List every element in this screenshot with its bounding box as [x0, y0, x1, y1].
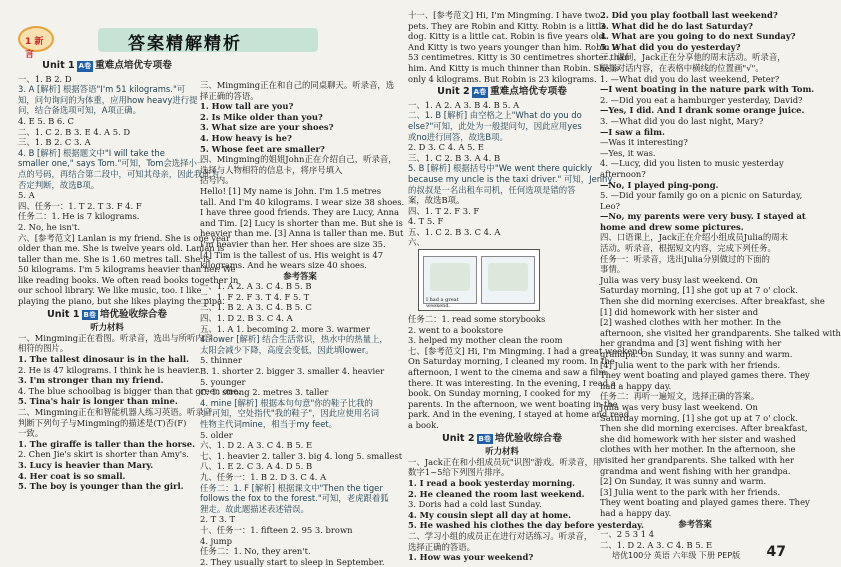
text-line: 一、2 5 3 1 4: [600, 529, 655, 540]
text-line: 一致。: [18, 428, 44, 439]
text-line: 1. How was your weekend?: [408, 552, 534, 563]
section-unit: Unit 1: [46, 308, 80, 320]
section-unit: Unit 1: [42, 60, 75, 71]
text-line: 2. They usually start to sleep in September.: [200, 556, 385, 567]
text-line: 4. My cousin slept all day at home.: [408, 509, 572, 520]
text-line: 四、口语课上，Jack正在介绍小组成员Julia的周末: [600, 232, 788, 243]
text-line: 2. He cleaned the room last weekend.: [408, 488, 585, 499]
text-line: 二、1. D 2. A 3. C 4. B 5. E: [600, 539, 713, 550]
text-line: smaller one," says Tom."可知，Tom会选择小一: [18, 158, 206, 169]
text-line: 一、Mingming正在看图。听录音，选出与所听内容: [18, 332, 213, 343]
text-line: 五、1. C 2. B 3. C 4. A: [408, 226, 501, 237]
section-name: 重难点培优专项卷: [95, 60, 172, 71]
text-line: afternoon, I went to the cinema and saw a film: [408, 367, 607, 378]
text-line: 判断下列句子与Mingming的描述是(T)否(F): [18, 417, 187, 428]
text-line: C. 1. strong 2. metres 3. taller: [200, 387, 329, 398]
text-line: 否定判断，故选B项。: [18, 179, 100, 190]
text-line: 2. Is Mike older than you?: [200, 111, 323, 122]
text-line: 一、1. B 2. D: [18, 73, 72, 84]
section-tag: A卷: [473, 88, 487, 97]
text-line: 1. I read a book yesterday morning.: [408, 477, 576, 488]
text-line: playing the piano, but she likes playing the pipa.: [18, 296, 225, 307]
text-line: 一、1. A 2. A 3. C 4. B 5. B: [200, 281, 312, 292]
text-line: 4. —Lucy, did you listen to music yesterday: [600, 158, 784, 169]
footer-text: 培优100分 英语 六年级 下册 PEP版: [612, 551, 741, 560]
text-line: 狸走。故此题描述表述错误。: [200, 503, 309, 514]
text-line: 4. mine [解析] 根据本句句意"你的鞋子比我的: [200, 397, 373, 408]
text-line: Saturday morning, [1] she got up at 7 o' clock.: [600, 412, 798, 423]
text-line: 十一、[参考范文] Hi, I'm Mingming. I have two: [408, 10, 601, 20]
text-line: book. On Sunday morning, I cooked for my: [408, 388, 591, 399]
text-line: Julia was very busy last weekend. On: [600, 274, 758, 285]
text-line: 数字1~5给下列图片排序。: [408, 467, 510, 478]
text-line: clothes with her mother. In the afternoon, she: [600, 444, 796, 455]
text-line: visited her grandparents. She talked with her: [600, 454, 795, 465]
text-line: 四、Mingming的姐姐John正在介绍自己，听录音，: [200, 154, 397, 165]
text-line: tall. And I'm 40 kilograms. I wear size 38 shoes.: [200, 196, 405, 207]
text-line: 二、1. C 2. B 3. E 4. A 5. D: [18, 126, 131, 137]
text-line: 2. went to a bookstore: [408, 324, 504, 335]
text-line: 五、1. A 1. becoming 2. more 3. warmer: [200, 323, 370, 334]
text-line: grandpa. On Sunday, it was sunny and warm.: [600, 349, 793, 359]
text-line: 5. He washed his clothes the day before yesterday.: [408, 520, 644, 531]
text-line: 二、1. F 2. F 3. T 4. F 5. T: [200, 291, 310, 302]
scene-illustration: [488, 263, 528, 291]
text-line: our school library. We like music, too. I like: [18, 285, 202, 296]
text-line: [4] Tim is the tallest of us. His weight is 47: [200, 249, 384, 260]
text-line: 5. thinner: [200, 355, 242, 366]
section-name: 重难点培优专项卷: [490, 86, 567, 98]
text-line: 5. younger: [200, 376, 246, 387]
text-line: 任务二：再听一遍短文，选择正确的答案。: [600, 391, 760, 402]
text-line: home and drew some pictures.: [600, 221, 744, 232]
text-line: afternoon?: [600, 168, 646, 179]
text-line: 七、1. heavier 2. taller 3. big 4. long 5. smallest: [200, 450, 403, 461]
text-line: 5. older: [200, 429, 233, 440]
text-line: 4. The blue schoolbag is bigger than that green one.: [18, 385, 241, 396]
text-line: 三、1. C 2. B 3. A 4. B: [408, 152, 501, 163]
text-line: 3. What size are your shoes?: [200, 122, 334, 133]
text-line: 性物主代词mine，相当于my feet。: [200, 419, 338, 429]
text-line: B. 1. shorter 2. bigger 3. smaller 4. heavier: [200, 366, 385, 377]
text-line: 2. —Did you eat a hamburger yesterday, David?: [600, 94, 803, 105]
text-line: 十、任务一：1. fifteen 2. 95 3. brown: [200, 524, 353, 535]
text-line: [2] washed clothes with her mother. In the: [600, 317, 781, 328]
text-line: 择正确的答语。: [200, 90, 259, 101]
text-line: 53 centimetres. Kitty is 30 centimetres shorter than: [408, 52, 630, 63]
text-line: taller than me. She is 1.60 metres tall. She is: [18, 253, 211, 264]
text-line: 5. The boy is younger than the girl.: [18, 481, 184, 492]
text-line: 4. E 5. B 6. C: [18, 115, 74, 126]
text-line: 二、Mingming正在和智能机器人练习英语。听录音，: [18, 407, 221, 417]
text-line: parents. In the afternoon, we went boating in the: [408, 398, 618, 409]
text-line: 三、课间，Jack正在分享他的周末活动。听录音，: [600, 52, 786, 63]
text-line: I have three good friends. They are Lucy, Anna: [200, 207, 399, 218]
text-line: Leo?: [600, 200, 621, 211]
text-line: 活动。听录音，根据短文内容，完成下列任务。: [600, 243, 776, 254]
text-line: —I saw a film.: [600, 126, 665, 137]
text-line: 案，故选B项。: [408, 195, 465, 206]
text-line: 问，结合备选项可知，A项正确。: [18, 105, 141, 116]
text-line: she did homework with her sister and washed: [600, 433, 796, 444]
section-name: 培优验收综合卷: [99, 308, 167, 320]
scene-illustration: [430, 263, 470, 291]
text-line: 3. A [解析] 根据答语"I'm 51 kilograms."可: [18, 84, 186, 95]
text-line: —Was it interesting?: [600, 137, 688, 148]
text-line: like reading books. We often read books together in: [18, 274, 239, 285]
text-line: 六、1. D 2. A 3. C 4. B 5. E: [200, 440, 313, 451]
header: [18, 26, 398, 60]
text-line: him. And Kitty is much thinner than Robin. She is: [408, 62, 620, 73]
section-heading: [18, 310, 196, 321]
text-line: 1. How tall are you?: [200, 101, 294, 112]
text-line: else?"可知，此处为一般提问句，因此应用yes: [408, 120, 582, 131]
text-line: [1] did homework with her sister and: [600, 306, 759, 317]
text-line: park. And in the evening, I stayed at home and read: [408, 409, 630, 420]
text-line: 2. T 3. T: [200, 514, 236, 525]
subheading: 参考答案: [283, 270, 317, 281]
text-line: 5. A: [18, 190, 35, 201]
text-line: —Yes, I did. And I drank some orange juice.: [600, 105, 805, 116]
text-line: 任务二：1. He is 7 kilograms.: [18, 211, 140, 222]
text-line: had a happy day.: [600, 507, 672, 518]
text-line: 5. B [解析] 根据括号中"We went there quickly: [408, 163, 593, 174]
text-line: a book.: [408, 420, 439, 430]
text-line: 点的号码，再结合第二段中，可知其母亲，因此我此为: [18, 168, 219, 179]
text-line: her grandma and [3] went fishing with her: [600, 338, 782, 349]
text-line: 2. No, he isn't.: [18, 221, 81, 232]
text-line: —Yes, it was.: [600, 147, 656, 158]
text-line: 六、[参考范文] Lanlan is my friend. She is one year: [18, 232, 231, 243]
subheading: 参考答案: [678, 518, 712, 529]
text-line: 四、1. D 2. B 3. C 4. A: [200, 313, 293, 324]
text-line: grandma and went fishing with her grandpa.: [600, 465, 791, 476]
picture-frame: [418, 249, 540, 311]
text-line: dog. Kitty is a little cat. Robin is five years old.: [408, 31, 607, 42]
text-line: 选择正确的答语。: [408, 541, 475, 552]
text-line: 七、[参考范文] Hi, I'm Mingming. I had a great weekend.: [408, 345, 646, 356]
footer: [612, 544, 792, 561]
text-line: 四、任务一：1. T 2. T 3. F 4. F: [18, 200, 142, 211]
text-line: 4. B [解析] 根据题文中"I will take the: [18, 147, 165, 158]
section-name: 培优验收综合卷: [494, 432, 562, 444]
text-line: Then she did morning exercises. After breakfast,: [600, 423, 808, 434]
text-line: 任务二：1. No, they aren't.: [200, 546, 311, 557]
subheading: 听力材料: [90, 322, 124, 333]
text-line: 5. —Did your family go on a picnic on Saturday,: [600, 190, 803, 201]
text-line: 2. He is 47 kilograms. I think he is heavier.: [18, 364, 201, 375]
text-line: 知，问句询问的为体重，应用how heavy进行提: [18, 94, 198, 105]
text-line: 小"可知，空处指代"我的鞋子"，因此应使用名词: [200, 408, 380, 419]
column-4: [600, 10, 841, 550]
text-line: 任务一：听录音，选出Julia分别做过的下面的: [600, 253, 770, 264]
text-line: and Tim. [2] Lucy is shorter than me. But she is: [200, 217, 403, 228]
text-line: 选择与人物相符的信息卡，将序号填入: [200, 164, 343, 175]
text-line: 2. Chen Jie's skirt is shorter than Amy's.: [18, 449, 189, 460]
text-line: 太阳会减少下降，高度会变低，因此填lower。: [200, 344, 374, 355]
text-line: 根据对话内容，在表格中横线的位置画"√"。: [600, 62, 764, 73]
text-line: 4. lower [解析] 结合生活常识，热水中的热量上，: [200, 334, 388, 345]
text-line: —I went boating in the nature park with Tom.: [600, 84, 815, 95]
text-line: there. It was interesting. In the evening, I read a: [408, 377, 616, 388]
text-line: 1. —What did you do last weekend, Peter?: [600, 73, 780, 84]
text-line: Then she did morning exercises. After breakfast, she: [600, 296, 825, 307]
text-line: [4] Julia went to the park with her friends.: [600, 359, 781, 370]
section-tag: B卷: [478, 434, 491, 443]
text-line: follows the fox to the forest."可知，老虎跟着狐: [200, 493, 389, 504]
section-tag: A卷: [78, 62, 92, 70]
text-line: 六、: [408, 237, 425, 248]
text-line: —No, my parents were very busy. I stayed at: [600, 211, 806, 222]
text-line: 括号内。: [200, 175, 234, 186]
page-title: 答案精解精析: [128, 34, 242, 54]
text-line: 相符的图片。: [18, 343, 69, 354]
text-line: 任务二：1. read some storybooks: [408, 314, 546, 325]
text-line: 3. helped my mother clean the room: [408, 335, 563, 346]
text-line: 4. How heavy is he?: [200, 132, 292, 143]
text-line: 1. The giraffe is taller than the horse.: [18, 438, 195, 449]
text-line: 4. T 5. F: [408, 216, 444, 227]
text-line: afternoon, she visited her grandparents. She talked with: [600, 327, 841, 338]
text-line: [2] On Sunday, it was sunny and warm.: [600, 476, 767, 487]
text-line: 4. What are you going to do next Sunday?: [600, 31, 796, 42]
section-heading: [408, 434, 596, 445]
text-line: heavier than me. [3] Anna is taller than me. But: [200, 228, 404, 239]
text-line: They went boating and played games there. They: [600, 370, 810, 381]
column-2: [200, 80, 405, 567]
text-line: 5. What did you do yesterday?: [600, 41, 741, 52]
text-line: 的叔叔是一名出租车司机，任何选项是错的答: [408, 184, 576, 195]
text-line: had a happy day.: [600, 380, 672, 391]
text-line: 50 kilograms. I'm 5 kilograms heavier than her. We: [18, 264, 236, 275]
text-line: 四、1. T 2. F 3. F: [408, 205, 480, 216]
text-line: 事情。: [600, 264, 626, 275]
text-line: 5. Tina's hair is longer than mine.: [18, 396, 178, 407]
page-number: 47: [766, 544, 786, 560]
text-line: [3] Julia went to the park with her friends.: [600, 486, 781, 497]
text-line: 5. Whose feet are smaller?: [200, 143, 325, 154]
text-line: I'm heavier than her. Her shoes are size 35.: [200, 238, 386, 249]
text-line: pets. They are Robin and Kitty. Robin is a little: [408, 20, 607, 31]
worksheet-picture: [408, 249, 596, 313]
text-line: 3. —What did you do last night, Mary?: [600, 115, 764, 126]
text-line: 二、1. B [解析] 由空格之上"What do you do: [408, 110, 582, 121]
text-line: 3. Lucy is heavier than Mary.: [18, 459, 154, 470]
text-line: Hello! [1] My name is John. I'm 1.5 metres: [200, 185, 381, 196]
text-line: 4. Her coat is so small.: [18, 470, 126, 481]
section-heading: [408, 87, 596, 98]
text-line: 三、Mingming正在和自己的同桌聊天。听录音，选: [200, 80, 395, 90]
text-line: They went boating and played games there. They: [600, 497, 810, 508]
text-line: On Saturday morning, I cleaned my room. In the: [408, 356, 615, 367]
text-line: 九、任务一：1. B 2. D 3. C 4. A: [200, 471, 327, 482]
text-line: 三、1. B 2. C 3. A: [18, 137, 91, 148]
text-line: 或no进行回答，故选B项。: [408, 131, 508, 142]
text-line: 3. I'm stronger than my friend.: [18, 375, 164, 386]
text-line: older than me. She is twelve years old. Lanlan is: [18, 243, 225, 254]
text-line: And Kitty is two years younger than him. Robin is: [408, 41, 620, 52]
text-line: Julia was very busy last weekend. On: [600, 401, 758, 412]
picture-panel: [481, 256, 535, 304]
section-unit: Unit 2: [441, 432, 475, 444]
text-line: 3. Doris had a cold last Sunday.: [408, 499, 542, 510]
text-line: 一、Jack正在和小组成员玩"识图"游戏。听录音，用: [408, 456, 602, 467]
section-heading: [18, 61, 196, 72]
text-line: 4. jump: [200, 535, 232, 546]
text-line: 2. Did you play football last weekend?: [600, 10, 778, 20]
subheading: 听力材料: [485, 446, 519, 457]
text-line: kilograms. And he wears size 40 shoes.: [200, 260, 367, 271]
picture-panel: [423, 256, 477, 310]
text-line: only 4 kilograms. But Robin is 23 kilograms.: [408, 73, 597, 84]
text-line: 3. What did he do last Saturday?: [600, 20, 753, 31]
text-line: 二、学习小组的成员正在进行对话练习。听录音，: [408, 530, 593, 541]
text-line: 2. D 3. C 4. A 5. E: [408, 142, 484, 153]
text-line: 三、1. B 2. A 3. C 4. B 5. C: [200, 302, 312, 313]
text-line: because my uncle is the taxi driver." 可知，Jenny: [408, 173, 613, 184]
brand-logo: 1 新言: [18, 26, 54, 52]
text-line: 1. The tallest dinosaur is in the hall.: [18, 354, 189, 365]
picture-label: I had a great weekend.: [426, 297, 459, 310]
text-line: 一、1. A 2. A 3. B 4. B 5. A: [408, 99, 520, 110]
text-line: 八、1. E 2. C 3. A 4. D 5. B: [200, 461, 313, 472]
section-unit: Unit 2: [437, 86, 470, 98]
text-line: —No, I played ping-pong.: [600, 179, 719, 190]
section-tag: B卷: [83, 310, 96, 319]
text-line: Saturday morning, [1] she got up at 7 o' clock.: [600, 285, 798, 296]
text-line: 任务二：1. F [解析] 根据课文中"Then the tiger: [200, 482, 383, 493]
